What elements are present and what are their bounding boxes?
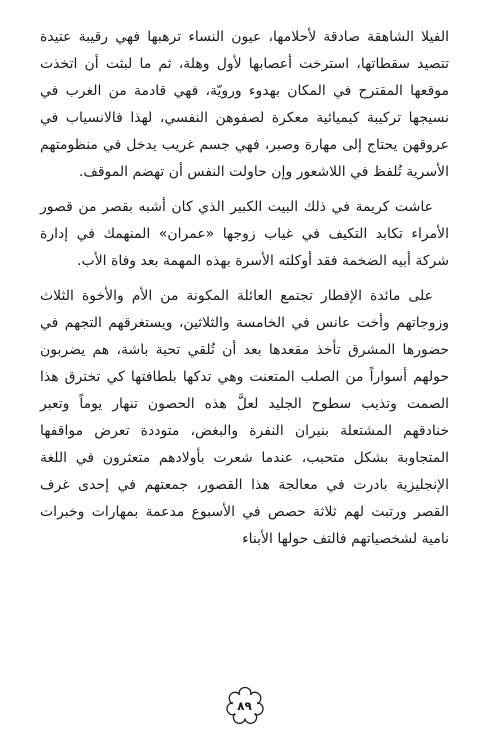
page-number-ornament	[225, 686, 265, 726]
paragraph-1: الفيلا الشاهقة صادقة لأحلامها، عيون النساء ترهبها فهي رقيبة عتيدة تتصيد سقطاتها، استرخت أعصابها لأول وهلة، ثم ما لبثت أن اتخذت موقعها المقترح في المكان بهدوء ورويّة، فهي قادمة من الغرب في نسيجها تركيبة كيميائية معكرة لصفوهن النفسي، لهذا فالانسياب في عروقهن يحتاج إلى مهارة وصبر، فهي جسم غريب يدخل في منظومتهم الأسرية تُلفظ في اللاشعور وإن حاولت النفس أن تهضم الموقف.	[40, 29, 449, 180]
paragraph-3: على مائدة الإفطار تجتمع العائلة المكونة من الأم والأخوة الثلاث وزوجاتهم وأخت عانس في الخامسة والثلاثين، ويستغرقهم التجهم في حضورها المشرق تأخذ مقعدها بعد أن تُلقي تحية باشة، هم يضربون حولهم أسواراً من الصلب المتعنت وهي تدكها بلطافتها كي تخترق هذا الصمت وتذيب سطوح الجليد لعلَّ هذه الحصون تنهار يوماً وتعبر خنادقهم المشتعلة بنيران النفرة والبغض، متوددة تعرض مواقفها المتجاوبة بشكل متحبب، عندما شعرت بأولادهم متعثرون في اللغة الإنجليزية بادرت في معالجة هذا القصور، جمعتهم في إحدى غرف القصر ورتبت لهم ثلاثة حصص في الأسبوع مدعمة بمهارات وخبرات نامية لشخصياتهم فالتف حولها الأبناء	[40, 288, 449, 547]
paragraph-2: عاشت كريمة في ذلك البيت الكبير الذي كان أشبه بقصر من قصور الأمراء تكابد التكيف في غياب زوجها «عمران» المنهمك في إدارة شركة أبيه الضخمة فقد أوكلته الأسرة بهذه المهمة بعد وفاة الأب.	[40, 199, 449, 269]
page-body	[40, 24, 449, 561]
page-number: ٨٩	[237, 699, 252, 713]
